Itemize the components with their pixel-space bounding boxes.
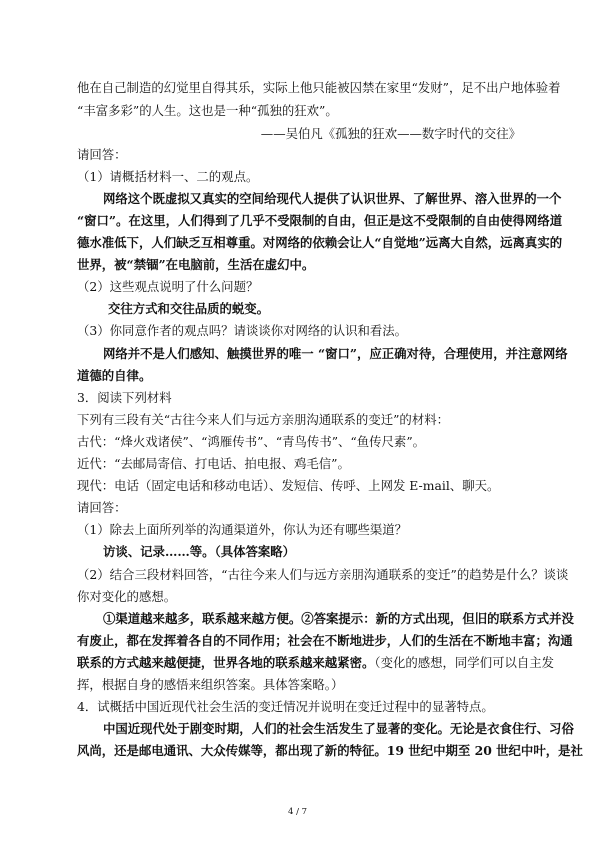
answer-line: 网络这个既虚拟又真实的空间给现代人提供了认识世界、了解世界、溶入世界的一个: [103, 191, 562, 206]
answer-line: 中国近现代处于剧变时期，人们的社会生活发生了显著的变化。无论是衣食住行、习俗: [103, 721, 574, 736]
text-line: 古代：“烽火戏诸侯”、“鸿雁传书”、“青鸟传书”、“鱼传尺素”。: [77, 434, 426, 449]
text-line: 近代：“去邮局寄信、打电话、拍电报、鸡毛信”。: [77, 456, 350, 471]
question-3: （3）你同意作者的观点吗？请谈谈你对网络的认识和看法。: [77, 323, 408, 338]
answer-normal-part: （变化的感想，同学们可以自主发: [374, 655, 555, 670]
text-line: 请回答：: [77, 147, 127, 162]
page-number: 4 / 7: [287, 807, 308, 817]
answer-line: 网络并不是人们感知、触摸世界的唯一 “窗口”，应正确对待，合理使用，并注意网络: [103, 346, 568, 361]
answer-line: 道德的自律。: [77, 368, 152, 383]
answer-line: 世界，被“禁锢”在电脑前，生活在虚幻中。: [77, 257, 315, 272]
section-3-heading: 3．阅读下列材料: [77, 390, 172, 405]
answer-line: 德水准低下，人们缺乏互相尊重。对网络的依赖会让人“自觉地”远离大自然，远离真实的: [77, 235, 563, 250]
answer-line: [77, 654, 554, 671]
text-line: “丰富多彩”的人生。这也是一种“孤独的狂欢”。: [77, 103, 338, 118]
answer-bold-part: 联系的方式越来越便捷，世界各地的联系越来越紧密。: [77, 655, 375, 670]
text-line: 挥，根据自身的感悟来组织答案。具体答案略。）: [77, 677, 344, 692]
text-line: 请回答：: [77, 500, 127, 515]
section-4-heading: 4．试概括中国近现代社会生活的变迁情况并说明在变迁过程中的显著特点。: [77, 699, 494, 714]
text-line: 下列有三段有关“古往今来人们与远方亲朋沟通联系的变迁”的材料：: [77, 412, 449, 427]
answer-line: 有废止，都在发挥着各自的不同作用；社会在不断地进步，人们的生活在不断地丰富；沟通: [77, 633, 573, 648]
answer-line: ①渠道越来越多，联系越来越方便。②答案提示：新的方式出现，但旧的联系方式并没: [103, 611, 574, 626]
answer-line: 访谈、记录……等。（具体答案略）: [103, 544, 296, 559]
citation: ——吴伯凡《孤独的狂欢——数字时代的交往》: [260, 126, 521, 141]
text-line: 你对变化的感想。: [77, 589, 177, 604]
text-line: 他在自己制造的幻觉里自得其乐，实际上他只能被囚禁在家里“发财”，足不出户地体验着: [77, 80, 561, 95]
question-2: （2）这些观点说明了什么问题？: [77, 279, 259, 294]
question-5: （2）结合三段材料回答，“古往今来人们与远方亲朋沟通联系的变迁”的趋势是什么？谈谈: [77, 567, 569, 582]
question-1: （1）请概括材料一、二的观点。: [77, 169, 259, 184]
answer-line: 交往方式和交往品质的蜕变。: [108, 301, 270, 316]
question-4: （1）除去上面所列举的沟通渠道外，你认为还有哪些渠道？: [77, 522, 408, 537]
text-line: 现代：电话（固定电话和移动电话）、发短信、传呼、上网发 E-mail、聊天。: [77, 478, 500, 493]
answer-line: 风尚，还是邮电通讯、大众传媒等，都出现了新的特征。19 世纪中期至 20 世纪中叶，是社: [77, 743, 583, 758]
answer-line: “窗口”。在这里，人们得到了几乎不受限制的自由，但正是这不受限制的自由使得网络道: [77, 213, 563, 228]
